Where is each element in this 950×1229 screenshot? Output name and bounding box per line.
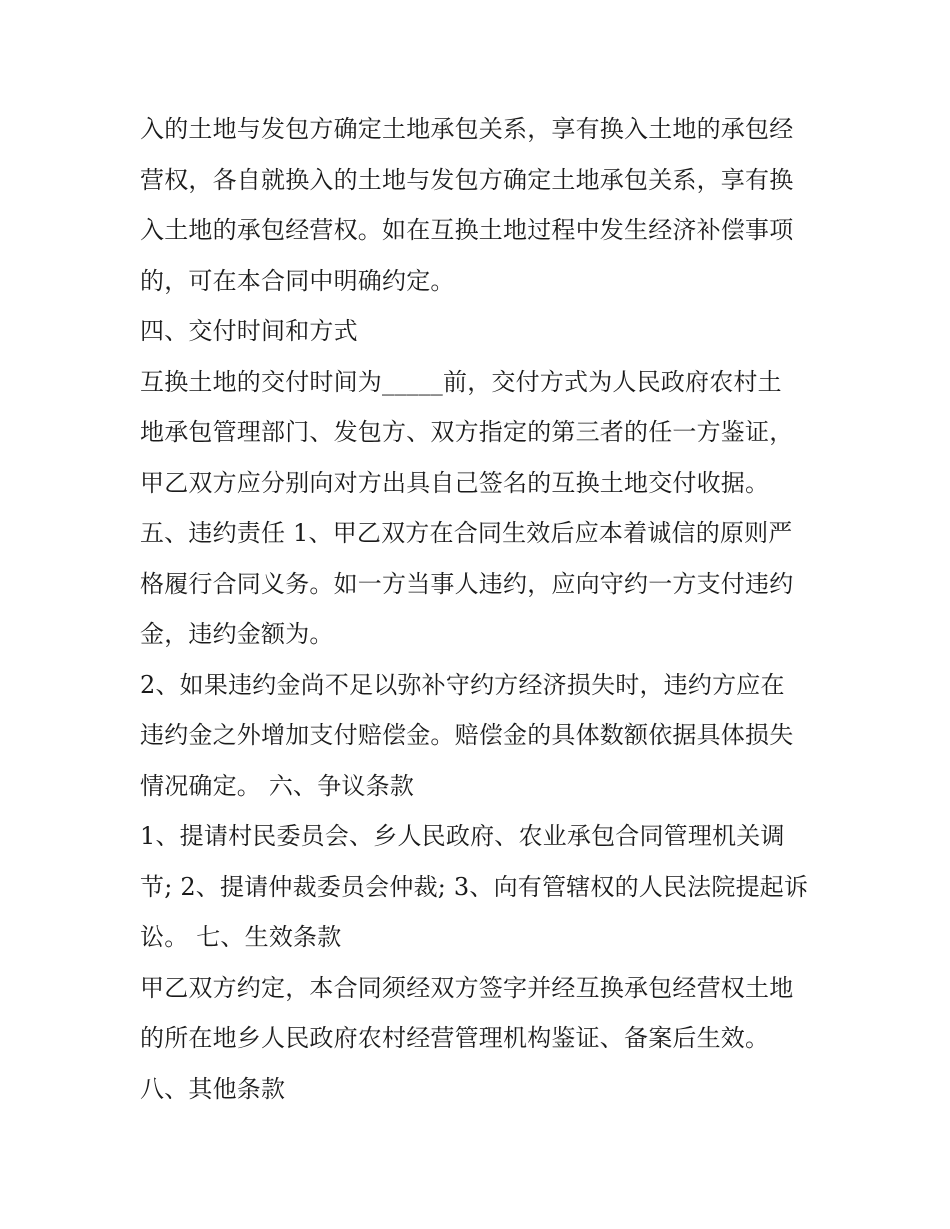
text-line: 2、如果违约金尚不足以弥补守约方经济损失时，违约方应在: [140, 670, 785, 699]
text-line: 的，可在本合同中明确约定。: [140, 266, 455, 295]
text-line: 互换土地的交付时间为_____前，交付方式为人民政府农村土: [140, 367, 782, 396]
text-line: 地承包管理部门、发包方、双方指定的第三者的任一方鉴证，: [140, 418, 794, 446]
text-line: 节; 2、提请仲裁委员会仲裁; 3、向有管辖权的人民法院提起诉: [140, 872, 809, 901]
text-line: 入土地的承包经营权。如在互换土地过程中发生经济补偿事项: [140, 216, 794, 244]
text-line: 的所在地乡人民政府农村经营管理机构鉴证、备案后生效。: [140, 1024, 770, 1052]
section-heading: 四、交付时间和方式: [140, 317, 358, 345]
text-line: 讼。 七、生效条款: [140, 923, 342, 951]
text-line: 甲乙双方约定，本合同须经双方签字并经互换承包经营权土地: [140, 973, 794, 1002]
text-line: 营权，各自就换入的土地与发包方确定土地承包关系，享有换: [140, 165, 794, 194]
text-line: 甲乙双方应分别向对方出具自己签名的互换土地交付收据。: [140, 468, 770, 497]
document-body: [140, 104, 820, 1114]
text-line: 格履行合同义务。如一方当事人违约，应向守约一方支付违约: [140, 569, 794, 598]
text-line: 情况确定。 六、争议条款: [140, 771, 415, 800]
text-line: 入的土地与发包方确定土地承包关系，享有换入土地的承包经: [140, 115, 794, 143]
text-line: 1、提请村民委员会、乡人民政府、农业承包合同管理机关调: [140, 822, 785, 850]
text-line: 五、违约责任 1、甲乙双方在合同生效后应本着诚信的原则严: [140, 519, 793, 547]
section-heading: 八、其他条款: [140, 1074, 286, 1103]
text-line: 金，违约金额为。: [140, 620, 334, 648]
text-line: 违约金之外增加支付赔偿金。赔偿金的具体数额依据具体损失: [140, 721, 794, 749]
